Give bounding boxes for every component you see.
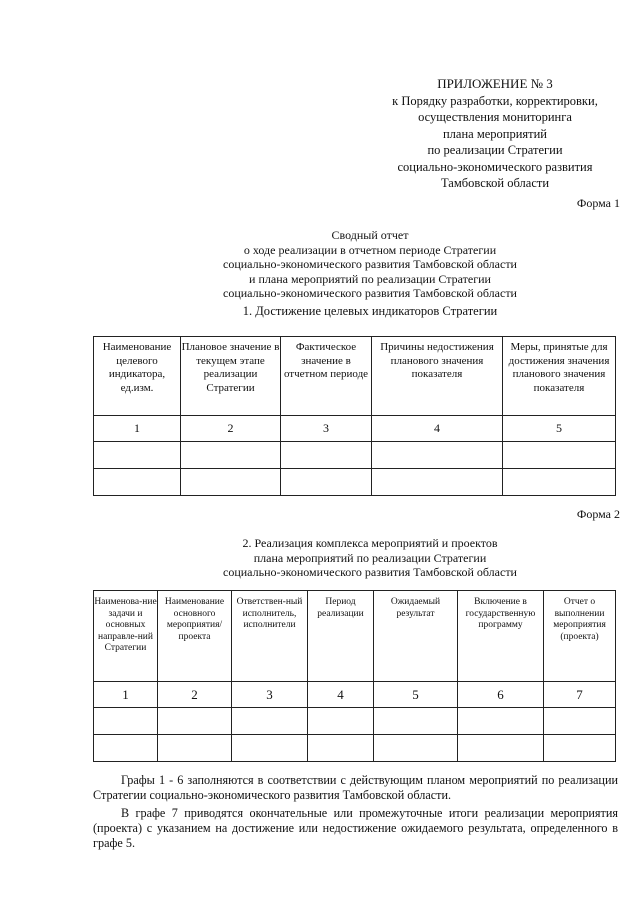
appendix-line: плана мероприятий xyxy=(442,126,548,141)
form1-label: Форма 1 xyxy=(576,196,620,210)
column-header: Плановое значение в текущем этапе реализации Стратегии xyxy=(181,337,281,416)
column-number-row xyxy=(94,682,616,708)
activities-table xyxy=(93,590,616,762)
appendix-line: по реализации Стратегии xyxy=(427,143,563,157)
section2-title-line: 2. Реализация комплекса мероприятий и проектов xyxy=(242,536,498,550)
column-number-row xyxy=(94,416,616,442)
table-row xyxy=(94,442,616,469)
column-number: 1 xyxy=(94,416,181,442)
table-cell xyxy=(181,442,281,469)
column-header: Ответствен-ный исполнитель, исполнители xyxy=(232,591,308,682)
table-cell xyxy=(232,735,308,762)
table-cell xyxy=(308,708,374,735)
appendix-line: Тамбовской области xyxy=(440,176,550,190)
table-cell xyxy=(158,735,232,762)
note-paragraph: В графе 7 приводятся окончательные или промежуточные итоги реализации мероприятия (проекта) с указанием на достижение или недостижение ожидаемого результата, определенного в графе 5. xyxy=(93,805,618,851)
column-header: Период реализации xyxy=(308,591,374,682)
appendix-title: ПРИЛОЖЕНИЕ № 3 xyxy=(437,76,553,91)
table-cell xyxy=(281,469,372,496)
table-row xyxy=(94,469,616,496)
table-cell xyxy=(503,469,616,496)
appendix-line: к Порядку разработки, корректировки, xyxy=(392,93,598,108)
column-number: 4 xyxy=(372,416,503,442)
column-number: 2 xyxy=(158,682,232,708)
column-number: 4 xyxy=(308,682,374,708)
indicators-table xyxy=(93,336,616,496)
section1-title: 1. Достижение целевых индикаторов Стратегии xyxy=(242,304,498,318)
table-cell xyxy=(94,442,181,469)
table-cell xyxy=(94,708,158,735)
report-title-line: о ходе реализации в отчетном периоде Стратегии xyxy=(243,242,497,257)
report-title-line: и плана мероприятий по реализации Стратегии xyxy=(249,271,491,286)
table-cell xyxy=(158,708,232,735)
table-cell xyxy=(181,469,281,496)
column-number: 5 xyxy=(503,416,616,442)
table-cell xyxy=(544,735,616,762)
column-header: Включение в государственную программу xyxy=(458,591,544,682)
column-header: Фактическое значение в отчетном периоде xyxy=(281,337,372,416)
column-header: Наименование целевого индикатора, ед.изм. xyxy=(94,337,181,416)
table-cell xyxy=(372,442,503,469)
column-number: 7 xyxy=(544,682,616,708)
note-paragraph: Графы 1 - 6 заполняются в соответствии с действующим планом мероприятий по реализации Стратегии социально-экономического развития Тамбовской области. xyxy=(93,773,618,803)
section2-title-line: социально-экономического развития Тамбовской области xyxy=(223,565,517,579)
form2-label: Форма 2 xyxy=(576,507,620,521)
appendix-line: социально-экономического развития xyxy=(397,159,593,174)
table-cell xyxy=(232,708,308,735)
table-row xyxy=(94,735,616,762)
report-title xyxy=(100,228,640,301)
table-cell xyxy=(308,735,374,762)
report-title-line: Сводный отчет xyxy=(331,228,409,242)
table-cell xyxy=(458,735,544,762)
table-cell xyxy=(544,708,616,735)
table-cell xyxy=(374,735,458,762)
table-header-row xyxy=(94,337,616,416)
column-header: Отчет о выполнении мероприятия (проекта) xyxy=(544,591,616,682)
table-cell xyxy=(94,469,181,496)
table-cell xyxy=(281,442,372,469)
appendix-line: осуществления мониторинга xyxy=(418,110,572,124)
column-header: Наименова-ние задачи и основных направле-ний Стратегии xyxy=(94,591,158,682)
column-number: 3 xyxy=(232,682,308,708)
table-cell xyxy=(94,735,158,762)
table-cell xyxy=(458,708,544,735)
column-header: Причины недостижения планового значения показателя xyxy=(372,337,503,416)
column-number: 3 xyxy=(281,416,372,442)
column-number: 6 xyxy=(458,682,544,708)
table-row xyxy=(94,708,616,735)
column-header: Меры, принятые для достижения значения планового значения показателя xyxy=(503,337,616,416)
column-header: Наименование основного мероприятия/ проекта xyxy=(158,591,232,682)
column-header: Ожидаемый результат xyxy=(374,591,458,682)
appendix-header xyxy=(360,76,630,192)
column-number: 5 xyxy=(374,682,458,708)
notes xyxy=(93,773,618,853)
section2-title xyxy=(100,536,640,580)
table-header-row xyxy=(94,591,616,682)
report-title-line: социально-экономического развития Тамбовской области xyxy=(223,257,517,271)
table-cell xyxy=(372,469,503,496)
column-number: 1 xyxy=(94,682,158,708)
column-number: 2 xyxy=(181,416,281,442)
report-title-line: социально-экономического развития Тамбовской области xyxy=(223,286,517,300)
section2-title-line: плана мероприятий по реализации Стратегии xyxy=(253,550,487,565)
table-cell xyxy=(503,442,616,469)
table-cell xyxy=(374,708,458,735)
